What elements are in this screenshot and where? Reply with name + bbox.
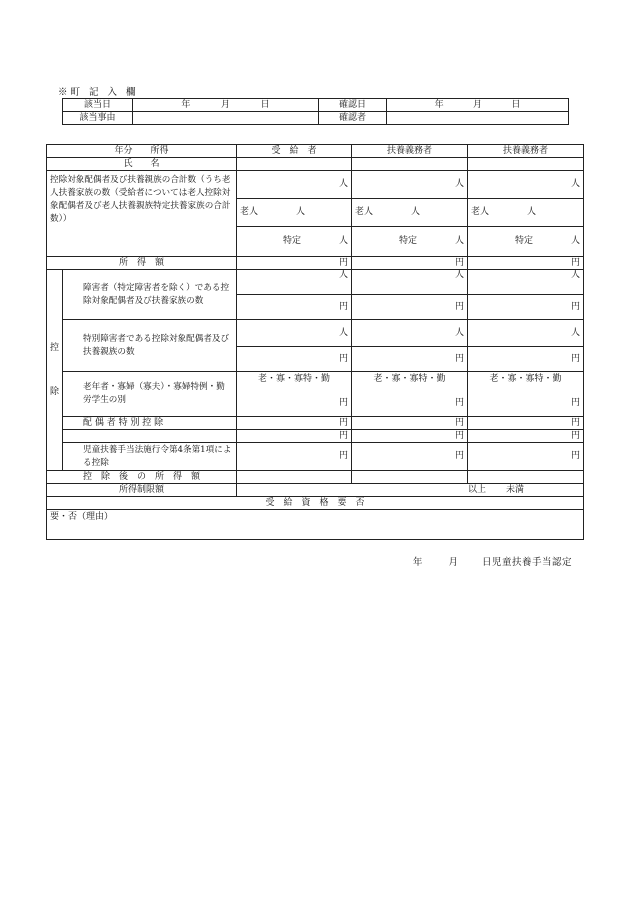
supporter2-law-yen[interactable]: 円 bbox=[468, 443, 584, 471]
supporter1-elderly-status[interactable]: 老・寡・寡特・勤 円 bbox=[352, 372, 468, 417]
date-label: 該当日 bbox=[63, 99, 133, 112]
spouse-special-label: 配 偶 者 特 別 控 除 bbox=[63, 417, 237, 430]
confirmer-field[interactable] bbox=[387, 112, 569, 125]
supporter1-disabled-yen[interactable]: 円 bbox=[352, 295, 468, 320]
year-income-header: 年分 所得 bbox=[47, 145, 237, 158]
supporter2-dependents[interactable]: 人 bbox=[468, 171, 584, 199]
footer-year: 年 bbox=[412, 557, 423, 568]
supporter2-disabled-count[interactable]: 人 bbox=[468, 270, 584, 295]
recipient-elderly-status[interactable]: 老・寡・寡特・勤 円 bbox=[237, 372, 352, 417]
recipient-special-disabled-yen[interactable]: 円 bbox=[237, 347, 352, 372]
recipient-dependents[interactable]: 人 bbox=[237, 171, 352, 199]
confirmer-label: 確認者 bbox=[319, 112, 387, 125]
recipient-income[interactable]: 円 bbox=[237, 257, 352, 270]
recipient-after-deduction[interactable] bbox=[237, 471, 352, 484]
supporter2-disabled-yen[interactable]: 円 bbox=[468, 295, 584, 320]
footer-rest: 日児童扶養手当認定 bbox=[481, 557, 572, 568]
recipient-disabled-yen[interactable]: 円 bbox=[237, 295, 352, 320]
income-limit-field[interactable]: 以上 未満 bbox=[237, 484, 584, 497]
date-field[interactable]: 年 月 日 bbox=[133, 99, 319, 112]
income-limit-label: 所得制限額 bbox=[47, 484, 237, 497]
town-entry-table bbox=[62, 98, 569, 125]
eligibility-reason[interactable]: 要・否（理由） bbox=[47, 510, 584, 540]
supporter2-name[interactable] bbox=[468, 158, 584, 171]
supporter1-special[interactable]: 特定 人 bbox=[352, 227, 468, 257]
supporter1-after-deduction[interactable] bbox=[352, 471, 468, 484]
recipient-law-yen[interactable]: 円 bbox=[237, 443, 352, 471]
supporter1-disabled-count[interactable]: 人 bbox=[352, 270, 468, 295]
recipient-header: 受 給 者 bbox=[237, 145, 352, 158]
disabled-label: 障害者（特定障害者を除く）である控除対象配偶者及び扶養家族の数 bbox=[63, 270, 237, 320]
dependents-label: 控除対象配偶者及び扶養親族の合計数（うち老人扶養家族の数（受給者については老人控除対象配偶者及び老人扶養親族特定扶養家族の合計数）） bbox=[47, 171, 237, 257]
supporter2-header: 扶養義務者 bbox=[468, 145, 584, 158]
supporter2-after-deduction[interactable] bbox=[468, 471, 584, 484]
supporter1-spouse-yen[interactable]: 円 bbox=[352, 417, 468, 430]
supporter2-elderly-status[interactable]: 老・寡・寡特・勤 円 bbox=[468, 372, 584, 417]
supporter2-special-disabled-count[interactable]: 人 bbox=[468, 320, 584, 347]
supporter2-blank-yen[interactable]: 円 bbox=[468, 430, 584, 443]
supporter1-special-disabled-count[interactable]: 人 bbox=[352, 320, 468, 347]
income-label: 所 得 額 bbox=[47, 257, 237, 270]
recipient-special-disabled-count[interactable]: 人 bbox=[237, 320, 352, 347]
recipient-disabled-count[interactable]: 人 bbox=[237, 270, 352, 295]
recipient-blank-yen[interactable]: 円 bbox=[237, 430, 352, 443]
name-label: 氏 名 bbox=[47, 158, 237, 171]
supporter1-header: 扶養義務者 bbox=[352, 145, 468, 158]
reason-label: 該当事由 bbox=[63, 112, 133, 125]
blank-deduction-label bbox=[63, 430, 237, 443]
recipient-special[interactable]: 特定 人 bbox=[237, 227, 352, 257]
footer-month: 月 bbox=[448, 557, 459, 568]
law-deduction-label: 児童扶養手当法施行令第4条第1項による控除 bbox=[63, 443, 237, 471]
supporter2-income[interactable]: 円 bbox=[468, 257, 584, 270]
supporter2-special-disabled-yen[interactable]: 円 bbox=[468, 347, 584, 372]
elderly-widow-label: 老年者・寡婦（寡夫）・寡婦特例・勤労学生の別 bbox=[63, 372, 237, 417]
supporter1-special-disabled-yen[interactable]: 円 bbox=[352, 347, 468, 372]
town-section-title: ※町 記 入 欄 bbox=[58, 87, 139, 98]
supporter1-income[interactable]: 円 bbox=[352, 257, 468, 270]
supporter1-dependents[interactable]: 人 bbox=[352, 171, 468, 199]
special-disabled-label: 特別障害者である控除対象配偶者及び扶養親族の数 bbox=[63, 320, 237, 372]
eligibility-header: 受 給 資 格 要 否 bbox=[47, 497, 584, 510]
certification-date-line bbox=[413, 554, 572, 568]
recipient-spouse-yen[interactable]: 円 bbox=[237, 417, 352, 430]
confirm-date-label: 確認日 bbox=[319, 99, 387, 112]
income-table bbox=[46, 144, 584, 540]
confirm-date-field[interactable]: 年 月 日 bbox=[387, 99, 569, 112]
supporter1-elder[interactable]: 老人 人 bbox=[352, 199, 468, 227]
deduction-side-label: 控 除 bbox=[47, 270, 63, 471]
supporter1-name[interactable] bbox=[352, 158, 468, 171]
supporter1-law-yen[interactable]: 円 bbox=[352, 443, 468, 471]
after-deduction-label: 控 除 後 の 所 得 額 bbox=[47, 471, 237, 484]
supporter2-spouse-yen[interactable]: 円 bbox=[468, 417, 584, 430]
recipient-elder[interactable]: 老人 人 bbox=[237, 199, 352, 227]
supporter2-elder[interactable]: 老人 人 bbox=[468, 199, 584, 227]
supporter1-blank-yen[interactable]: 円 bbox=[352, 430, 468, 443]
recipient-name[interactable] bbox=[237, 158, 352, 171]
supporter2-special[interactable]: 特定 人 bbox=[468, 227, 584, 257]
reason-field[interactable] bbox=[133, 112, 319, 125]
